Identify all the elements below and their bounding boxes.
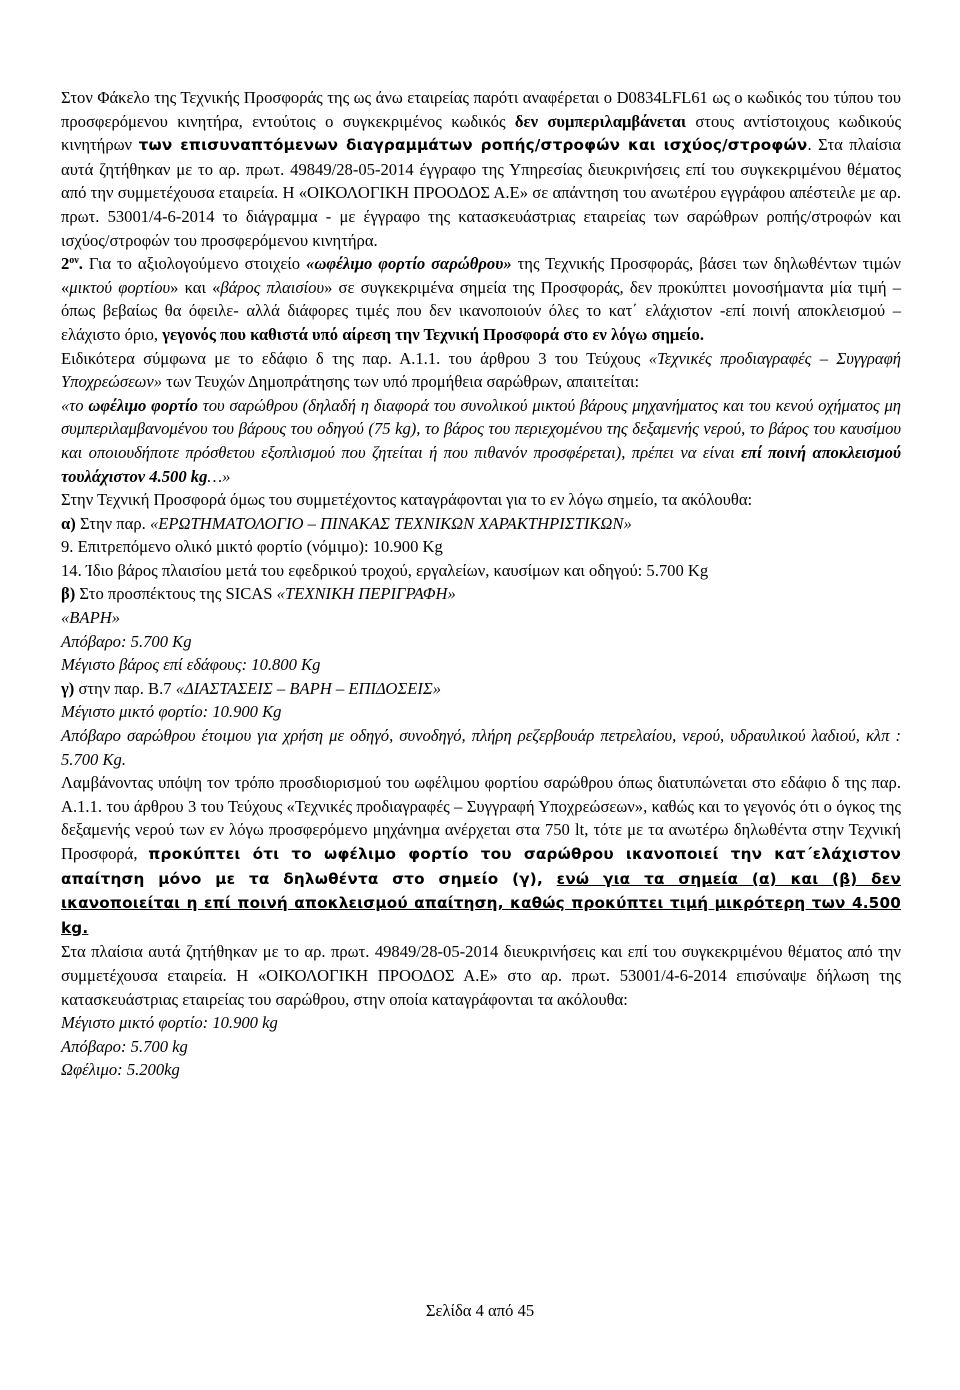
line-weights-heading: «ΒΑΡΗ» bbox=[61, 608, 120, 628]
line-declared-payload: Ωφέλιμο: 5.200kg bbox=[61, 1060, 180, 1080]
line-tare: Απόβαρο: 5.700 Kg bbox=[61, 631, 192, 651]
list-item-c: γ) στην παρ. Β.7 «ΔΙΑΣΤΑΣΕΙΣ – ΒΑΡΗ – ΕΠΙΔΟΣΕΙΣ» bbox=[61, 678, 442, 698]
line-gross-load: 9. Επιτρεπόμενο ολικό μικτό φορτίο (νόμιμο): 10.900 Kg bbox=[61, 537, 443, 557]
list-item-a: α) Στην παρ. «ΕΡΩΤΗΜΑΤΟΛΟΓΙΟ – ΠΙΝΑΚΑΣ ΤΕΧΝΙΚΩΝ ΧΑΡΑΚΤΗΡΙΣΤΙΚΩΝ» bbox=[61, 513, 632, 533]
line-chassis-weight: 14. Ίδιο βάρος πλαισίου μετά του εφεδρικού τροχού, εργαλείων, καυσίμων και οδηγού: 5.700 Kg bbox=[61, 560, 709, 580]
paragraph-payload-intro: $2^{o\nu}$. Για το αξιολογούμενο στοιχείο «ωφέλιμο φορτίο σαρώθρου» της Τεχνικής Προσφοράς, βάσει των δηλωθέντων τιμών «μικτού φορτίου» και «βάρος πλαισίου» σε συγκεκριμένα σημεία της Προσφοράς, δεν προκύπτει μονοσήμαντα μία τιμή –όπως βεβαίως θα όφειλε- αλλά διάφορες τιμές που δεν ικανοποιούν όλες το κατ΄ ελάχιστον -επί ποινή αποκλεισμού – ελάχιστο όριο, γεγονός που καθιστά υπό αίρεση την Τεχνική Προσφορά στο εν λόγω σημείο. bbox=[61, 254, 902, 344]
page-number: Σελίδα 4 από 45 bbox=[425, 1301, 535, 1320]
paragraph-clarifications: Στα πλαίσια αυτά ζητήθηκαν με το αρ. πρωτ. 49849/28-05-2014 διευκρινήσεις και επί του συγκεκριμένου θέματος από την συμμετέχουσα εταιρεία. Η «ΟΙΚΟΛΟΓΙΚΗ ΠΡΟΟΔΟΣ Α.Ε» στο αρ. πρωτ. 53001/4-6-2014 επισύναψε δήλωση της κατασκευάστριας εταιρείας του σαρώθρου, στην οποία καταγράφονται τα ακόλουθα: bbox=[61, 942, 901, 1009]
document-body bbox=[61, 86, 901, 1082]
paragraph-conclusion: Λαμβάνοντας υπόψη τον τρόπο προσδιορισμού του ωφέλιμου φορτίου σαρώθρου όπως διατυπώνεται στο εδάφιο δ της παρ. Α.1.1. του άρθρου 3 του Τεύχους «Τεχνικές προδιαγραφές – Συγγραφή Υποχρεώσεων», καθώς και το γεγονός ότι ο όγκος της δεξαμενής νερού των εν λόγω προσφερόμενο μηχάνημα ανέρχεται στα 750 lt, τότε με τα ανωτέρω δηλωθέντα στην Τεχνική Προσφορά, προκύπτει ότι το ωφέλιμο φορτίο του σαρώθρου ικανοποιεί την κατ΄ελάχιστον απαίτηση μόνο με τα δηλωθέντα στο σημείο (γ), ενώ για τα σημεία (α) και (β) δεν ικανοποιείται η επί ποινή αποκλεισμού απαίτηση, καθώς προκύπτει τιμή μικρότερη των 4.500 kg. bbox=[61, 773, 901, 937]
paragraph-specification-ref: Ειδικότερα σύμφωνα με το εδάφιο δ της παρ. Α.1.1. του άρθρου 3 του Τεύχους «Τεχνικές προδιαγραφές – Συγγραφή Υποχρεώσεων» των Τευχών Δημοπράτησης των υπό προμήθεια σαρώθρων, απαιτείται: bbox=[61, 348, 901, 392]
paragraph-engine-code: Στον Φάκελο της Τεχνικής Προσφοράς της ως άνω εταιρείας παρότι αναφέρεται ο D0834LFL61 ως ο κωδικός του τύπου του προσφερόμενου κινητήρα, εντούτοις ο συγκεκριμένος κωδικός δεν συμπεριλαμβάνεται στους αντίστοιχους κωδικούς κινητήρων των επισυναπτόμενων διαγραμμάτων ροπής/στροφών και ισχύος/στροφών. Στα πλαίσια αυτά ζητήθηκαν με το αρ. πρωτ. 49849/28-05-2014 έγγραφο της Υπηρεσίας διευκρινήσεις επί του συγκεκριμένου θέματος από την συμμετέχουσα εταιρεία. Η «ΟΙΚΟΛΟΓΙΚΗ ΠΡΟΟΔΟΣ Α.Ε» σε απάντηση του ανωτέρου εγγράφου απέστειλε με αρ. πρωτ. 53001/4-6-2014 το διάγραμμα - με έγγραφο της κατασκευάστριας εταιρείας των σαρώθρων ροπής/στροφών και ισχύος/στροφών του προσφερόμενου κινητήρα. bbox=[61, 88, 902, 250]
line-declared-tare: Απόβαρο: 5.700 kg bbox=[61, 1036, 188, 1056]
item-number: $2^{o\nu}$. bbox=[61, 254, 83, 274]
line-max-ground-weight: Μέγιστο βάρος επί εδάφους: 10.800 Kg bbox=[61, 655, 321, 675]
line-ready-tare: Απόβαρο σαρώθρου έτοιμου για χρήση με οδηγό, συνοδηγό, πλήρη ρεζερβουάρ πετρελαίου, νερού, υδραυλικού λαδιού, κλπ : 5.700 Kg. bbox=[61, 726, 901, 769]
line-max-gross-load: Μέγιστο μικτό φορτίο: 10.900 Kg bbox=[61, 702, 282, 722]
line-declared-gross-load: Μέγιστο μικτό φορτίο: 10.900 kg bbox=[61, 1013, 278, 1033]
paragraph-offer-records: Στην Τεχνική Προσφορά όμως του συμμετέχοντος καταγράφονται για το εν λόγω σημείο, τα ακόλουθα: bbox=[61, 490, 753, 510]
paragraph-quoted-requirement: «το ωφέλιμο φορτίο του σαρώθρου (δηλαδή η διαφορά του συνολικού μικτού βάρους μηχανήματος και του κενού οχήματος μη συμπεριλαμβανομένου του βάρους του οδηγού (75 kg), το βάρος του περιεχομένου της δεξαμενής νερού, το βάρος του καυσίμου και οποιουδήποτε πρόσθετου εξοπλισμού που ζητείται ή που πιθανόν προσφέρεται), πρέπει να είναι επί ποινή αποκλεισμού τουλάχιστον 4.500 kg…» bbox=[61, 395, 901, 486]
list-item-b: β) Στο προσπέκτους της SICAS «ΤΕΧΝΙΚΗ ΠΕΡΙΓΡΑΦΗ» bbox=[61, 584, 456, 604]
